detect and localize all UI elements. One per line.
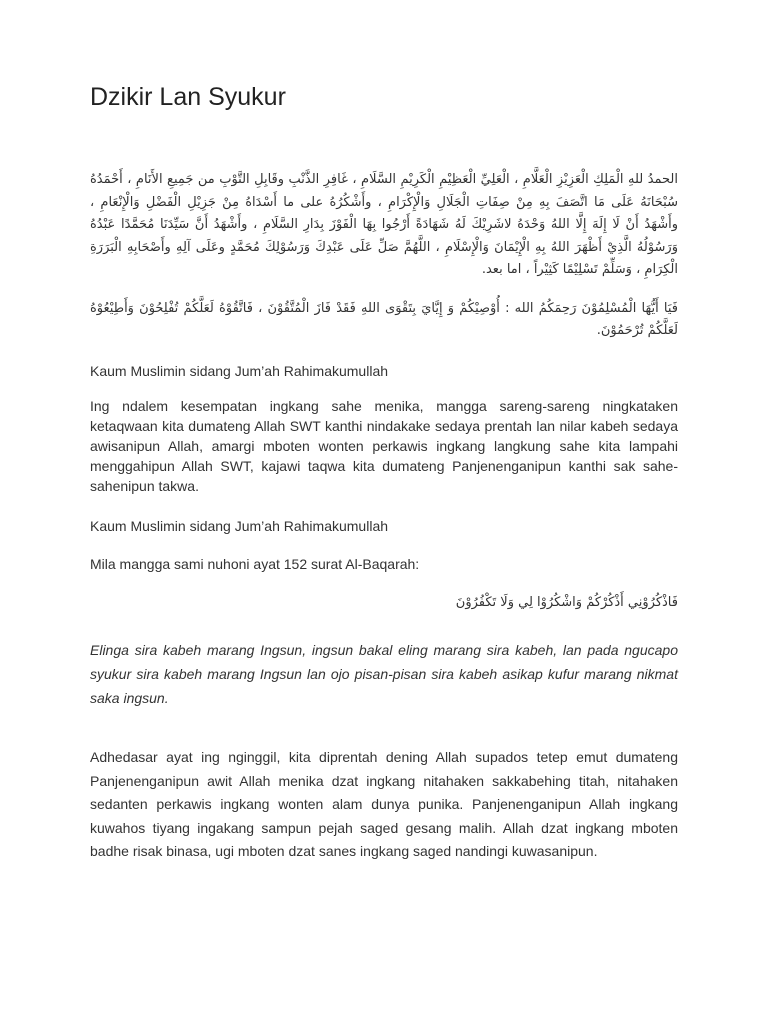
arabic-opening-paragraph: الحمدُ للهِ الْمَلِكِ الْعَزِيْزِ الْعَلَّامِ ، الْعَلِيِّ الْعَظِيْمِ الْكَرِيْمِ السَّلَامِ ، غَافِرِ الذَّنْبِ وقَابِلِ التَّوْبِ من جَمِيعِ الأَنَامِ ، أَحْمَدُهُ سُبْحَانَهُ عَلَى مَا اتَّصَفَ بِهِ مِنْ صِفَاتِ الْجَلَالِ وَالْإِكْرَامِ ، وأَشْكُرُهُ على ما أَسْدَاهُ مِنْ جَزِيْلِ الْفَضْلِ وَالْإِنْعَامِ ، وأَشْهَدُ أَنْ لَا إِلَهَ إِلَّا اللهُ وَحْدَهُ لاشَرِيْكَ لَهُ شَهَادَةً أَرْجُوا بِهَا الْفَوْزَ بِدَارِ السَّلَامِ ، وأَشْهَدُ أَنَّ سَيِّدَنَا مُحَمَّدًا عَبْدُهُ وَرَسُوْلُهُ الَّذِيْ أَظْهَرَ اللهُ بِهِ الْإِيْمَانَ وَالْإِسْلَامِ ، اللَّهُمَّ صَلِّ عَلَى عَبْدِكَ وَرَسُوْلِكَ مُحَمَّدٍ وعَلَى آلِهِ وأَصْحَابِهِ الْبَرَرَةِ الْكِرَامِ ، وَسَلِّمْ تَسْلِيْمًا كَثِيْراً ، اما بعد.: [90, 172, 678, 277]
salutation-first: Kaum Muslimin sidang Jum’ah Rahimakumullah: [90, 362, 389, 379]
document-title: Dzikir Lan Syukur: [90, 83, 286, 111]
salutation-second: Kaum Muslimin sidang Jum’ah Rahimakumullah: [90, 517, 389, 534]
explanation-paragraph: Adhedasar ayat ing nginggil, kita diprentah dening Allah supados tetep emut dumateng Panjenenganipun awit Allah menika dzat ingkang nitahaken sakkabehing titah, nitahaken sedanten perkawis ingkang wonten alam dunya punika. Panjenenganipun Allah ingkang kuwahos tiyang ingakang sampun pejah saged gesang malih. Allah dzat ingkang mboten badhe risak binasa, ugi mboten dzat sanes ingkang saged nandingi kuwasanipun.: [90, 749, 678, 859]
ayat-translation: Elinga sira kabeh marang Ingsun, ingsun bakal eling marang sira kabeh, lan pada ngucapo syukur sira kabeh marang Ingsun lan ojo pisan-pisan sira kabeh asikap kufur marang nikmat saka ingsun.: [90, 642, 678, 706]
ayat-introduction: Mila mangga sami nuhoni ayat 152 surat Al-Baqarah:: [90, 555, 420, 572]
arabic-ayat-152: فَاذْكُرُوْنِي أَذْكُرْكُمْ وَاشْكُرُوْا لِي وَلَا تَكْفُرُوْنَ: [455, 594, 678, 610]
body-paragraph-taqwa: Ing ndalem kesempatan ingkang sahe menika, mangga sareng-sareng ningkataken ketaqwaan kita dumateng Allah SWT kanthi nindakake sedaya prentah lan nilar kabeh sedaya awisanipun Allah, amargi mboten wonten perkawis ingkang langkung sahe kita lampahi menggahipun Allah SWT, kajawi taqwa kita dumateng Panjenenganipun kanthi sak sahe-sahenipun takwa.: [90, 397, 678, 494]
arabic-wasiat-paragraph: فَيَا أَيُّهَا الْمُسْلِمُوْنَ رَحِمَكُمُ الله : أُوْصِيْكُمْ وَ إِيَّايَ بِتَقْوَى اللهِ فَقَدْ فَازَ الْمُتَّقُوْنَ ، فَاتَّقُوْهُ لَعَلَّكُمْ تُفْلِحُوْنَ وَأَطِيْعُوْهُ لَعَلَّكُمْ تُرْحَمُوْنَ.: [90, 300, 678, 338]
